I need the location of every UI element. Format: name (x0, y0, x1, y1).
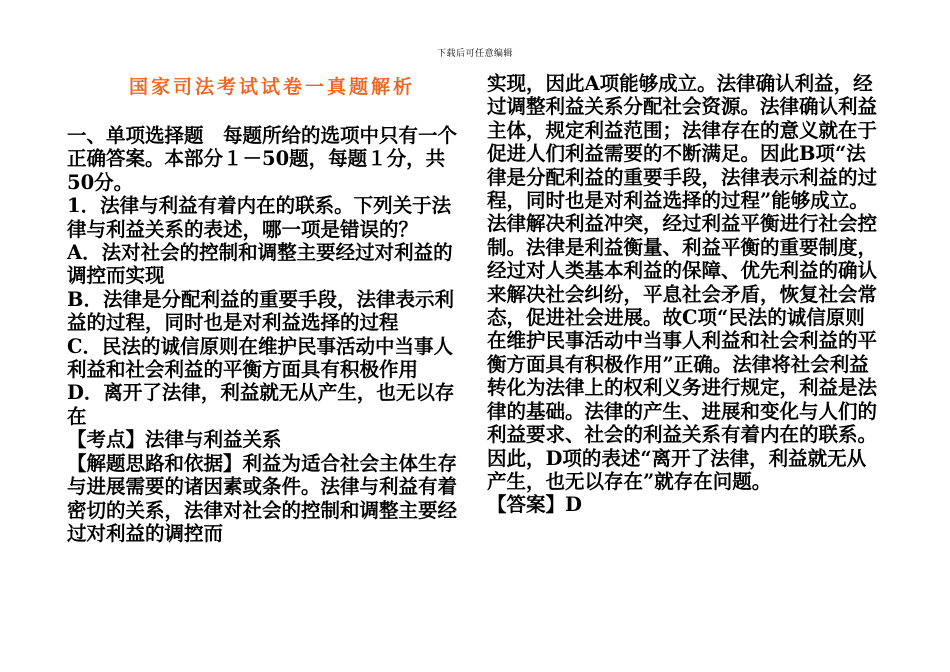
answer: 【答案】D (487, 493, 582, 517)
page-title: 国家司法考试试卷一真题解析 (128, 76, 415, 98)
option-a: A．法对社会的控制和调整主要经过对利益的调控而实现 (67, 241, 453, 288)
analysis-continued: 实现，因此A项能够成立。法律确认利益，经过调整利益关系分配社会资源。法律确认利益主体，规定利益范围；法律存在的意义就在于促进人们利益需要的不断满足。因此B项“法律是分配利益的重要手段，法律表示利益的过程，同时也是对利益选择的过程”能够成立。法律解决利益冲突，经过利益平衡进行社会控制。法律是利益衡量、利益平衡的重要制度，经过对人类基本利益的保障、优先利益的确认来解决社会纠纷，平息社会矛盾，恢复社会常态，促进社会进展。故C项“民法的诚信原则在维护民事活动中当事人利益和社会利益的平衡方面具有积极作用”正确。法律将社会利益转化为法律上的权利义务进行规定，利益是法律的基础。法律的产生、进展和变化与人们的利益要求、社会的利益关系有着内在的联系。因此，D项的表述“离开了法律，利益就无从产生，也无以存在”就存在问题。 (487, 72, 878, 493)
left-column (67, 72, 459, 545)
right-column (487, 72, 879, 517)
header-note: 下载后可任意编辑 (436, 49, 513, 59)
section-intro: 一、单项选择题 每题所给的选项中只有一个正确答案。本部分１－50题，每题１分，共50分。 (67, 124, 458, 194)
question-text: 1．法律与利益有着内在的联系。下列关于法律与利益关系的表述，哪一项是错误的？ (67, 194, 452, 241)
exam-point: 【考点】法律与利益关系 (67, 428, 282, 452)
option-b: B．法律是分配利益的重要手段，法律表示利益的过程，同时也是对利益选择的过程 (67, 287, 454, 335)
option-c: C．民法的诚信原则在维护民事活动中当事人利益和社会利益的平衡方面具有积极作用 (67, 334, 454, 382)
analysis-start: 【解题思路和依据】利益为适合社会主体生存与进展需要的诸因素或条件。法律与利益有着密切的关系，法律对社会的控制和调整主要经过对利益的调控而 (67, 451, 458, 545)
option-d: D．离开了法律，利益就无从产生，也无以存在 (67, 381, 455, 428)
